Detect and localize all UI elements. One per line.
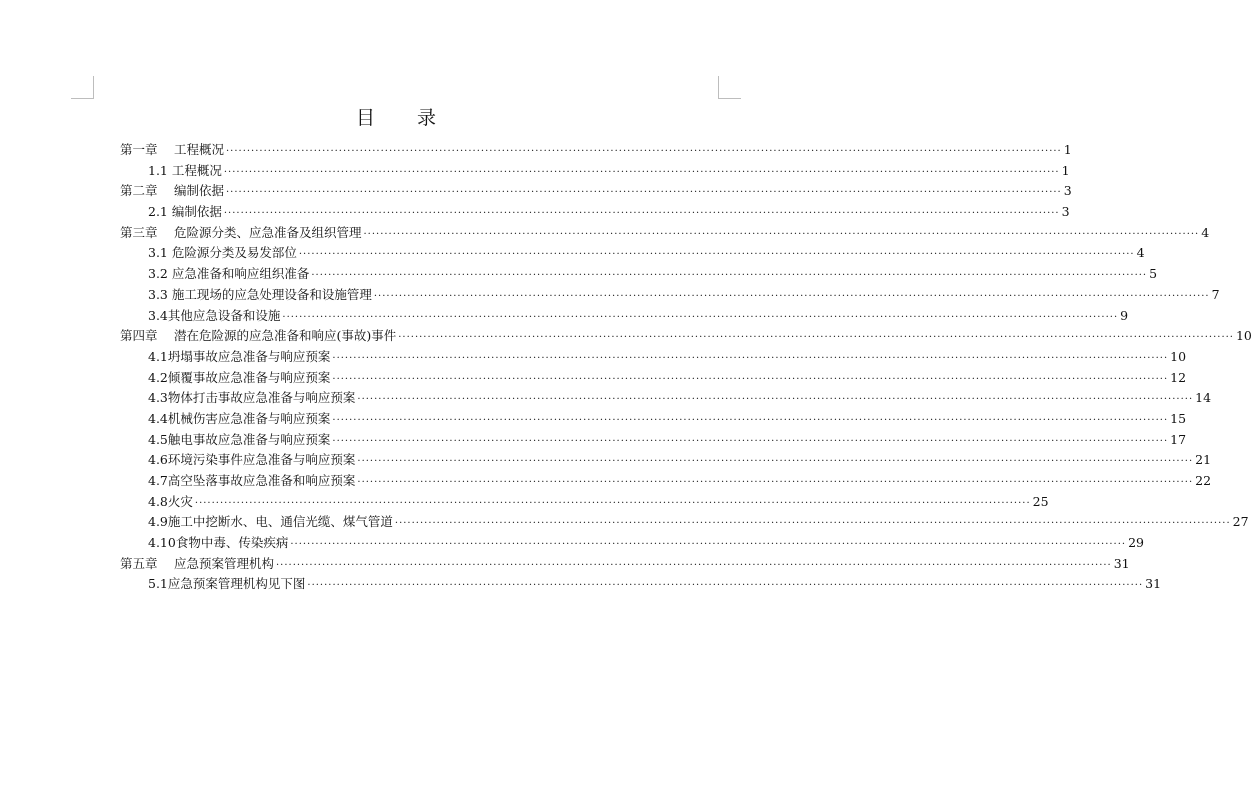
toc-dot-leader: ········································································································································································································ <box>357 456 1194 468</box>
toc-page-number: 31 <box>1145 576 1162 592</box>
toc-page-number: 21 <box>1195 452 1212 468</box>
toc-entry-text: 3.2 应急准备和响应组织准备 <box>148 266 310 282</box>
toc-page-number: 25 <box>1032 493 1049 509</box>
toc-section-entry[interactable] <box>120 450 1212 471</box>
toc-page-number: 3 <box>1061 204 1070 220</box>
toc-dot-leader: ········································································································································································································ <box>332 414 1169 426</box>
toc-dot-leader: ········································································································································································································ <box>282 311 1119 323</box>
toc-entry-text: 4.6环境污染事件应急准备与响应预案 <box>148 452 356 468</box>
toc-page-number: 22 <box>1195 473 1212 488</box>
toc-page-number: 9 <box>1120 307 1129 323</box>
toc-entry-text: 3.4其他应急设备和设施 <box>148 307 281 323</box>
toc-chapter-entry[interactable] <box>120 554 1130 575</box>
toc-entry-text: 第五章 应急预案管理机构 <box>120 555 274 571</box>
toc-entry-text: 4.4机械伤害应急准备与响应预案 <box>148 410 331 426</box>
toc-dot-leader: ········································································································································································································ <box>307 580 1144 592</box>
toc-section-entry[interactable] <box>120 409 1187 430</box>
toc-dot-leader: ········································································································································································································ <box>332 435 1169 447</box>
toc-dot-leader: ········································································································································································································ <box>194 497 1031 509</box>
toc-entry-text: 3.3 施工现场的应急处理设备和设施管理 <box>148 286 372 302</box>
toc-dot-leader: ········································································································································································································ <box>394 518 1231 530</box>
toc-section-entry[interactable] <box>120 285 1220 306</box>
toc-dot-leader: ········································································································································································································ <box>398 332 1234 344</box>
toc-entry-text: 2.1 编制依据 <box>148 204 222 220</box>
toc-entry-text: 5.1应急预案管理机构见下图 <box>148 576 306 592</box>
toc-page-number: 14 <box>1195 390 1212 406</box>
toc-page-number: 3 <box>1063 183 1072 199</box>
toc-dot-leader: ········································································································································································································ <box>363 228 1200 240</box>
toc-entry-text: 4.7高空坠落事故应急准备和响应预案 <box>148 473 356 488</box>
toc-page-number: 5 <box>1149 266 1158 282</box>
toc-dot-leader: ········································································································································································································ <box>223 208 1060 220</box>
toc-dot-leader: ········································································································································································································ <box>290 539 1127 551</box>
toc-page-number: 29 <box>1128 535 1144 551</box>
toc-chapter-entry[interactable] <box>120 326 1252 347</box>
toc-entry-text: 第三章 危险源分类、应急准备及组织管理 <box>120 224 362 240</box>
toc-chapter-entry[interactable] <box>120 140 1072 161</box>
toc-section-entry[interactable] <box>120 492 1049 513</box>
toc-dot-leader: ········································································································································································································ <box>373 290 1210 302</box>
toc-dot-leader: ········································································································································································································ <box>357 477 1194 488</box>
toc-page-number: 4 <box>1201 224 1210 240</box>
margin-corner-mark-left <box>71 76 94 99</box>
toc-page-number: 4 <box>1136 245 1145 261</box>
table-of-contents <box>120 140 1252 595</box>
toc-entry-text: 第二章 编制依据 <box>120 183 224 199</box>
toc-entry-text: 4.9施工中挖断水、电、通信光缆、煤气管道 <box>148 514 393 530</box>
toc-chapter-entry[interactable] <box>120 181 1072 202</box>
toc-section-entry[interactable] <box>120 368 1187 389</box>
toc-entry-text: 4.3物体打击事故应急准备与响应预案 <box>148 390 356 406</box>
toc-section-entry[interactable] <box>120 512 1249 533</box>
toc-entry-text: 1.1 工程概况 <box>148 162 222 178</box>
toc-dot-leader: ········································································································································································································ <box>225 187 1062 199</box>
margin-corner-mark-right <box>718 76 741 99</box>
toc-dot-leader: ········································································································································································································ <box>357 394 1194 406</box>
toc-dot-leader: ········································································································································································································ <box>311 270 1148 282</box>
toc-page-number: 31 <box>1113 555 1130 571</box>
toc-entry-text: 4.1坍塌事故应急准备与响应预案 <box>148 348 331 364</box>
toc-entry-text: 第一章 工程概况 <box>120 142 224 157</box>
toc-entry-text: 4.8火灾 <box>148 493 193 509</box>
toc-dot-leader: ········································································································································································································ <box>225 146 1062 157</box>
toc-section-entry[interactable] <box>120 202 1070 223</box>
toc-section-entry[interactable] <box>120 471 1212 492</box>
toc-dot-leader: ········································································································································································································ <box>223 166 1060 178</box>
toc-page-number: 27 <box>1232 514 1249 530</box>
toc-section-entry[interactable] <box>120 264 1158 285</box>
toc-section-entry[interactable] <box>120 388 1212 409</box>
toc-section-entry[interactable] <box>120 161 1070 182</box>
toc-section-entry[interactable] <box>120 347 1187 368</box>
toc-title: 目 录 <box>355 107 455 129</box>
toc-page-number: 17 <box>1170 431 1187 447</box>
toc-page-number: 7 <box>1211 286 1220 302</box>
toc-dot-leader: ········································································································································································································ <box>298 249 1135 261</box>
toc-section-entry[interactable] <box>120 533 1144 554</box>
toc-dot-leader: ········································································································································································································ <box>332 373 1169 385</box>
toc-page-number: 10 <box>1170 348 1187 364</box>
toc-entry-text: 3.1 危险源分类及易发部位 <box>148 245 297 261</box>
toc-dot-leader: ········································································································································································································ <box>332 352 1169 364</box>
toc-entry-text: 4.2倾覆事故应急准备与响应预案 <box>148 369 331 385</box>
toc-section-entry[interactable] <box>120 243 1145 264</box>
toc-entry-text: 4.10食物中毒、传染疾病 <box>148 535 289 551</box>
toc-page-number: 10 <box>1235 328 1252 344</box>
toc-page-number: 12 <box>1170 369 1187 385</box>
toc-section-entry[interactable] <box>120 574 1162 595</box>
toc-entry-text: 第四章 潜在危险源的应急准备和响应(事故)事件 <box>120 328 397 344</box>
toc-section-entry[interactable] <box>120 430 1187 451</box>
toc-dot-leader: ········································································································································································································ <box>275 559 1112 571</box>
toc-page-number: 15 <box>1170 410 1187 426</box>
toc-entry-text: 4.5触电事故应急准备与响应预案 <box>148 431 331 447</box>
toc-chapter-entry[interactable] <box>120 223 1210 244</box>
toc-section-entry[interactable] <box>120 306 1129 327</box>
toc-page-number: 1 <box>1061 162 1070 178</box>
toc-page-number: 1 <box>1063 142 1072 157</box>
